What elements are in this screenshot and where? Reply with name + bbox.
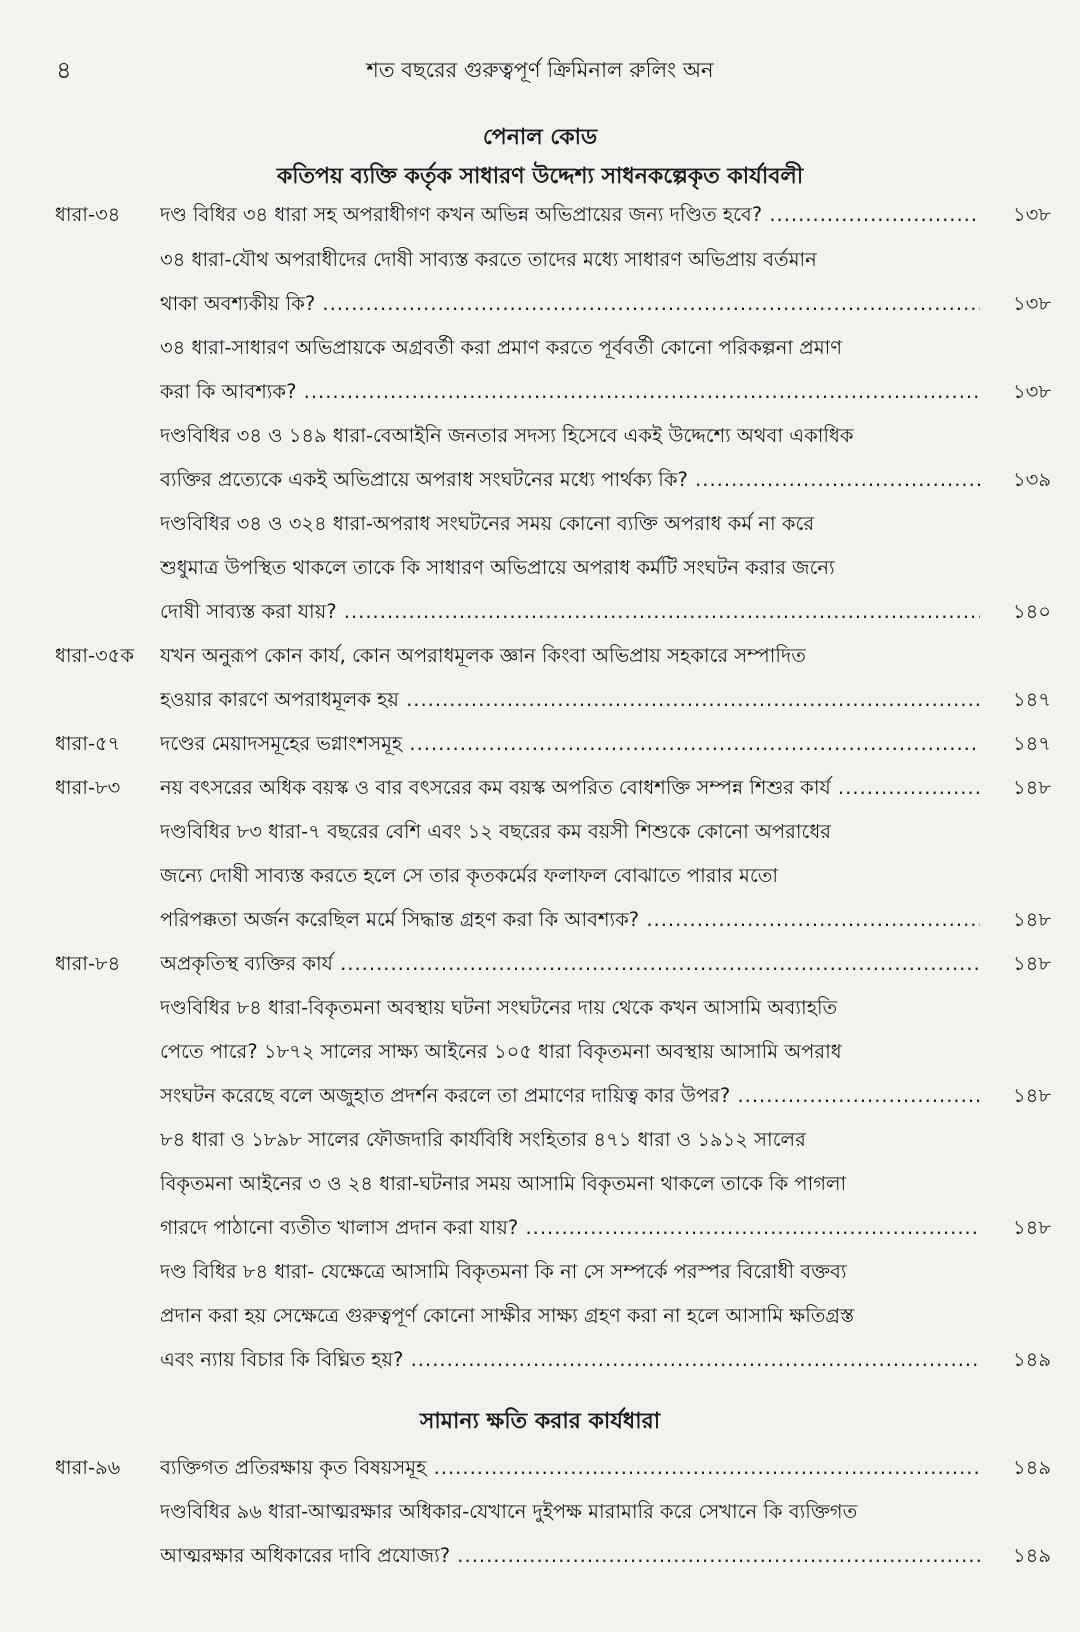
toc-section-label: ধারা-৮৪ <box>55 952 121 975</box>
running-title: শত বছরের গুরুত্বপূর্ণ ক্রিমিনাল রুলিং অন <box>366 58 714 82</box>
toc-entry-text: অপ্রকৃতিস্থ ব্যক্তির কার্য ..... <box>160 950 980 982</box>
toc-entry-text: এবং ন্যায় বিচার কি বিঘ্নিত হয়? ..... <box>160 1346 980 1378</box>
penal-code-heading: পেনাল কোড <box>482 125 598 150</box>
toc-entry-text: ৩৪ ধারা-যৌথ অপরাধীদের দোষী সাব্যস্ত করতে তাদের মধ্যে সাধারণ অভিপ্রায় বর্তমান <box>160 248 817 271</box>
toc-entry-text: বিকৃতমনা আইনের ৩ ও ২৪ ধারা-ঘটনার সময় আসামি বিকৃতমনা থাকলে তাকে কি পাগলা <box>160 1172 847 1195</box>
toc-page-number: ১৩৮ <box>1013 380 1051 403</box>
toc-section-label: ধারা-৩৪ <box>55 203 121 226</box>
toc-section-label: ধারা-৫৭ <box>55 732 121 755</box>
toc-entry-text: দোষী সাব্যস্ত করা যায়? ..... <box>160 598 980 630</box>
toc-page-number: ১৪৮ <box>1013 952 1051 975</box>
toc-page-number: ১৪৯ <box>1013 1544 1051 1567</box>
toc-entry-text: গারদে পাঠানো ব্যতীত খালাস প্রদান করা যায়? ..... <box>160 1214 980 1246</box>
toc-section-label: ধারা-৮৩ <box>55 776 121 799</box>
toc-page-number: ১৪৯ <box>1013 1348 1051 1371</box>
toc-entry-text: পরিপক্কতা অর্জন করেছিল মর্মে সিদ্ধান্ত গ্রহণ করা কি আবশ্যক? ..... <box>160 906 980 938</box>
toc-page-number: ১৩৮ <box>1013 292 1051 315</box>
toc-entry-text: থাকা অবশ্যকীয় কি? ..... <box>160 290 980 322</box>
toc-page-number: ১৪০ <box>1013 600 1051 623</box>
toc-entry-text: হওয়ার কারণে অপরাধমূলক হয় ..... <box>160 686 980 718</box>
toc-entry-text: ৩৪ ধারা-সাধারণ অভিপ্রায়কে অগ্রবর্তী করা প্রমাণ করতে পূর্ববর্তী কোনো পরিকল্পনা প্রমাণ <box>160 336 843 359</box>
toc-entry-text: দণ্ড বিধির ৮৪ ধারা- যেক্ষেত্রে আসামি বিকৃতমনা কি না সে সম্পর্কে পরস্পর বিরোধী বক্তব্য <box>160 1260 847 1283</box>
toc-entry-text: দণ্ডবিধির ৮৩ ধারা-৭ বছরের বেশি এবং ১২ বছরের কম বয়সী শিশুকে কোনো অপরাধের <box>160 820 832 843</box>
toc-section-label: ধারা-৩৫ক <box>55 644 134 667</box>
toc-page-number: ১৪৮ <box>1013 1216 1051 1239</box>
toc-entry-text: প্রদান করা হয় সেক্ষেত্রে গুরুত্বপূর্ণ কোনো সাক্ষীর সাক্ষ্য গ্রহণ করা না হলে আসামি ক্ষতিগ্রস্ত <box>160 1304 855 1327</box>
toc-page-number: ১৪৭ <box>1013 688 1051 711</box>
toc-entry-text: দণ্ডবিধির ৩৪ ও ৩২৪ ধারা-অপরাধ সংঘটনের সময় কোনো ব্যক্তি অপরাধ কর্ম না করে <box>160 512 815 535</box>
toc-page-number: ১৪৮ <box>1013 908 1051 931</box>
section-heading-slight-harm: সামান্য ক্ষতি করার কার্যধারা <box>419 1409 661 1434</box>
toc-entry-text: সংঘটন করেছে বলে অজুহাত প্রদর্শন করলে তা প্রমাণের দায়িত্ব কার উপর? ..... <box>160 1082 980 1114</box>
toc-page-number: ১৪৭ <box>1013 732 1051 755</box>
section-heading-common-intention: কতিপয় ব্যক্তি কর্তৃক সাধারণ উদ্দেশ্য সাধনকল্পেকৃত কার্যাবলী <box>276 164 804 189</box>
toc-entry-text: ৮৪ ধারা ও ১৮৯৮ সালের ফৌজদারি কার্যবিধি সংহিতার ৪৭১ ধারা ও ১৯১২ সালের <box>160 1128 806 1151</box>
toc-entry-text: শুধুমাত্র উপস্থিত থাকলে তাকে কি সাধারণ অভিপ্রায়ে অপরাধ কর্মটি সংঘটন করার জন্যে <box>160 556 835 579</box>
toc-entry-text: করা কি আবশ্যক? ..... <box>160 378 980 410</box>
toc-entry-text: দণ্ডবিধির ৮৪ ধারা-বিকৃতমনা অবস্থায় ঘটনা সংঘটনের দায় থেকে কখন আসামি অব্যাহতি <box>160 996 838 1019</box>
toc-page-number: ১৪৮ <box>1013 776 1051 799</box>
page-number: ৪ <box>56 56 72 84</box>
toc-entry-text: পেতে পারে? ১৮৭২ সালের সাক্ষ্য আইনের ১০৫ ধারা বিকৃতমনা অবস্থায় আসামি অপরাধ <box>160 1040 842 1063</box>
toc-page-number: ১৩৮ <box>1013 203 1051 226</box>
toc-entry-text: ব্যক্তির প্রত্যেকে একই অভিপ্রায়ে অপরাধ সংঘটনের মধ্যে পার্থক্য কি? ..... <box>160 466 980 498</box>
toc-entry-text: জন্যে দোষী সাব্যস্ত করতে হলে সে তার কৃতকর্মের ফলাফল বোঝাতে পারার মতো <box>160 864 778 887</box>
page-header <box>0 48 1080 88</box>
toc-entry-text: ব্যক্তিগত প্রতিরক্ষায় কৃত বিষয়সমূহ ..... <box>160 1454 980 1486</box>
toc-entry-text: দণ্ডবিধির ৩৪ ও ১৪৯ ধারা-বেআইনি জনতার সদস্য হিসেবে একই উদ্দেশ্যে অথবা একাধিক <box>160 424 854 447</box>
toc-entry-text: দণ্ডবিধির ৯৬ ধারা-আত্মরক্ষার অধিকার-যেখানে দুইপক্ষ মারামারি করে সেখানে কি ব্যক্তিগত <box>160 1500 858 1523</box>
toc-entry-text: দণ্ডের মেয়াদসমূহের ভগ্নাংশসমূহ ..... <box>160 730 980 762</box>
toc-page-number: ১৩৯ <box>1013 468 1051 491</box>
toc-entry-text: আত্মরক্ষার অধিকারের দাবি প্রযোজ্য? ..... <box>160 1542 980 1574</box>
toc-page-number: ১৪৮ <box>1013 1084 1051 1107</box>
toc-entry-text: নয় বৎসরের অধিক বয়স্ক ও বার বৎসরের কম বয়স্ক অপরিত বোধশক্তি সম্পন্ন শিশুর কার্য ..... <box>160 774 980 806</box>
toc-section-label: ধারা-৯৬ <box>55 1456 121 1479</box>
toc-entry-text: যখন অনুরূপ কোন কার্য, কোন অপরাধমূলক জ্ঞান কিংবা অভিপ্রায় সহকারে সম্পাদিত <box>160 644 806 667</box>
toc-entry-text: দণ্ড বিধির ৩৪ ধারা সহ অপরাধীগণ কখন অভিন্ন অভিপ্রায়ের জন্য দণ্ডিত হবে? ..... <box>160 201 980 233</box>
toc-page-number: ১৪৯ <box>1013 1456 1051 1479</box>
